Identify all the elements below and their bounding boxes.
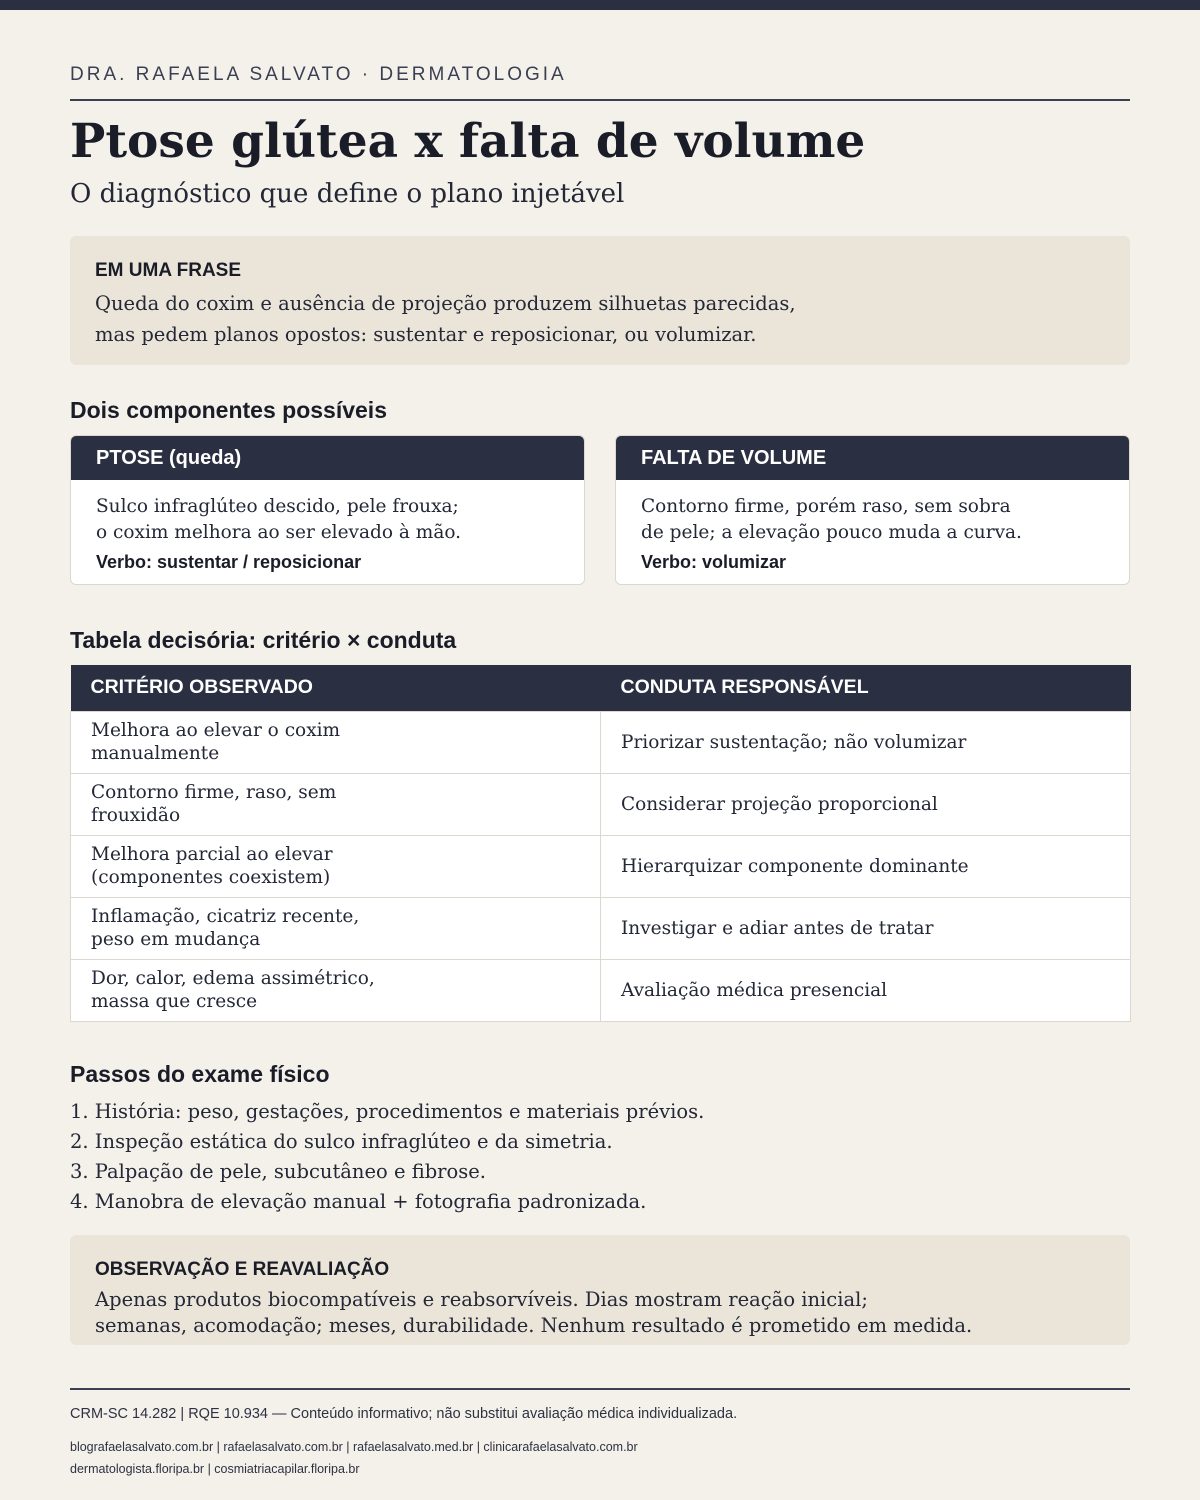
volume-card: [615, 435, 1130, 585]
exam-steps-list: [70, 1097, 704, 1217]
card-text: Sulco infraglúteo descido, pele frouxa;: [96, 496, 459, 517]
observation-callout: [70, 1235, 1130, 1345]
table-row: [71, 897, 1131, 959]
criterion-cell: [71, 959, 601, 1021]
summary-line: Queda do coxim e ausência de projeção produzem silhuetas parecidas,: [95, 292, 796, 315]
summary-callout: [70, 236, 1130, 365]
page-title: Ptose glútea x falta de volume: [70, 114, 866, 169]
author-eyebrow: DRA. RAFAELA SALVATO · DERMATOLOGIA: [70, 64, 567, 85]
exam-heading: Passos do exame físico: [70, 1061, 330, 1087]
criterion-cell: [71, 711, 601, 773]
action-cell: Priorizar sustentação; não volumizar: [601, 711, 1131, 773]
column-header-action: CONDUTA RESPONSÁVEL: [601, 665, 1131, 711]
table-row: [71, 959, 1131, 1021]
observation-line: semanas, acomodação; meses, durabilidade. Nenhum resultado é prometido em medida.: [95, 1314, 973, 1337]
card-body: [616, 480, 1129, 573]
card-verb: Verbo: volumizar: [641, 552, 787, 572]
observation-line: Apenas produtos biocompatíveis e reabsorvíveis. Dias mostram reação inicial;: [95, 1288, 868, 1311]
footer-divider: [70, 1388, 1130, 1390]
table-row: [71, 835, 1131, 897]
list-item: 2. Inspeção estática do sulco infraglúteo e da simetria.: [70, 1130, 613, 1153]
criterion-line: massa que cresce: [91, 991, 258, 1012]
criterion-line: Melhora parcial ao elevar: [91, 844, 333, 865]
header-divider: [70, 99, 1130, 101]
card-title: FALTA DE VOLUME: [616, 436, 1129, 480]
action-cell: Avaliação médica presencial: [601, 959, 1131, 1021]
criterion-line: Contorno firme, raso, sem: [91, 782, 337, 803]
footer-link-line: dermatologista.floripa.br | cosmiatriacapilar.floripa.br: [70, 1462, 360, 1476]
components-heading: Dois componentes possíveis: [70, 397, 387, 423]
criterion-cell: [71, 835, 601, 897]
footer-credentials: CRM-SC 14.282 | RQE 10.934 — Conteúdo informativo; não substitui avaliação médica individualizada.: [70, 1406, 738, 1422]
list-item: 1. História: peso, gestações, procedimentos e materiais prévios.: [70, 1100, 705, 1123]
action-cell: Hierarquizar componente dominante: [601, 835, 1131, 897]
card-text: o coxim melhora ao ser elevado à mão.: [96, 522, 462, 543]
table-row: [71, 711, 1131, 773]
criterion-line: frouxidão: [91, 805, 181, 826]
footer-links: [70, 1436, 638, 1480]
list-item: 3. Palpação de pele, subcutâneo e fibrose.: [70, 1160, 486, 1183]
criterion-line: Inflamação, cicatriz recente,: [91, 906, 360, 927]
summary-line: mas pedem planos opostos: sustentar e reposicionar, ou volumizar.: [95, 323, 757, 346]
criterion-cell: [71, 773, 601, 835]
card-body: [71, 480, 584, 573]
action-cell: Investigar e adiar antes de tratar: [601, 897, 1131, 959]
criterion-line: peso em mudança: [91, 929, 261, 950]
summary-label: EM UMA FRASE: [95, 260, 242, 281]
table-header-row: [71, 665, 1131, 711]
criterion-cell: [71, 897, 601, 959]
list-item: 4. Manobra de elevação manual + fotografia padronizada.: [70, 1190, 647, 1213]
criterion-line: Dor, calor, edema assimétrico,: [91, 968, 375, 989]
top-accent-bar: [0, 0, 1200, 10]
footer-link-line: blografaelasalvato.com.br | rafaelasalvato.com.br | rafaelasalvato.med.br | clinicarafaelasalvato.com.br: [70, 1440, 638, 1454]
card-text: Contorno firme, porém raso, sem sobra: [641, 496, 1011, 517]
ptose-card: [70, 435, 585, 585]
action-cell: Considerar projeção proporcional: [601, 773, 1131, 835]
card-title: PTOSE (queda): [71, 436, 584, 480]
criterion-line: (componentes coexistem): [91, 867, 331, 888]
criterion-line: manualmente: [91, 743, 220, 764]
observation-label: OBSERVAÇÃO E REAVALIAÇÃO: [95, 1259, 390, 1280]
page-subtitle: O diagnóstico que define o plano injetável: [70, 179, 625, 209]
decision-table: [70, 665, 1131, 1022]
card-text: de pele; a elevação pouco muda a curva.: [641, 522, 1022, 543]
table-heading: Tabela decisória: critério × conduta: [70, 627, 457, 653]
card-verb: Verbo: sustentar / reposicionar: [96, 552, 362, 572]
table-row: [71, 773, 1131, 835]
column-header-criterion: CRITÉRIO OBSERVADO: [71, 665, 601, 711]
criterion-line: Melhora ao elevar o coxim: [91, 720, 341, 741]
